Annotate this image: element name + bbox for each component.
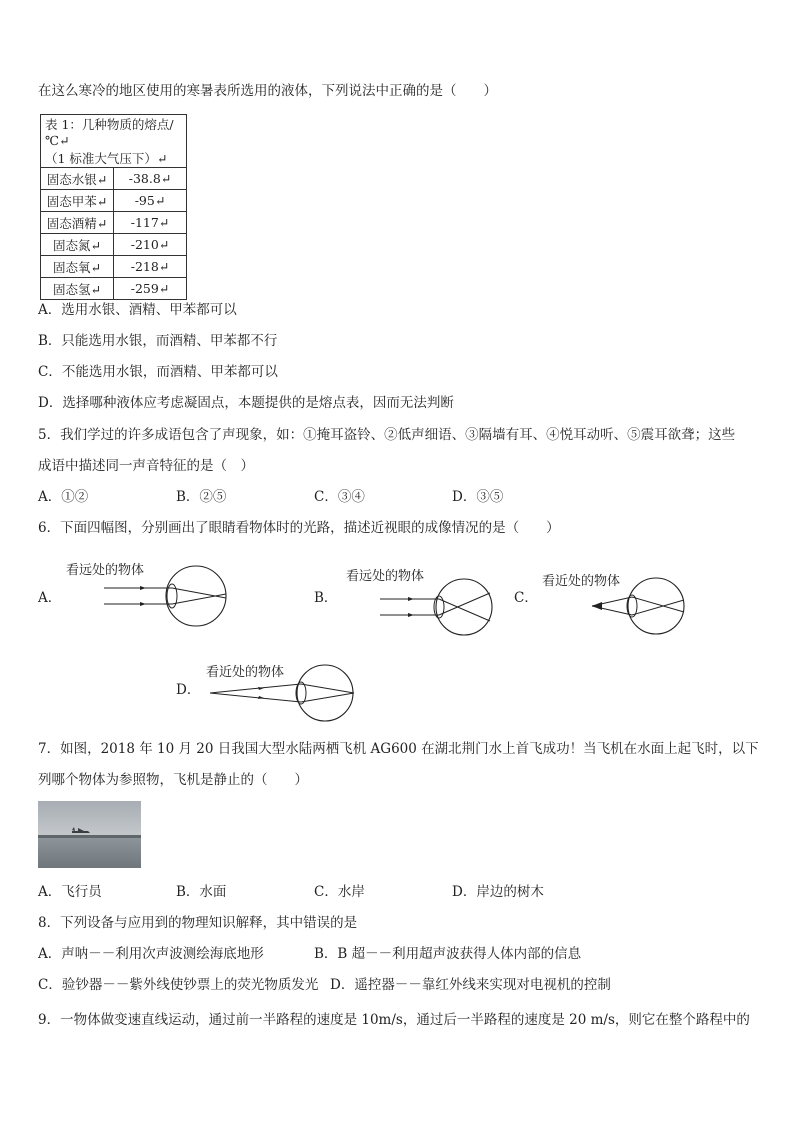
melting-point: -210↵ [114,234,187,256]
q4-option-b[interactable]: B．只能选用水银，而酒精、甲苯都不行 [38,333,278,349]
diagram-c-label: 看近处的物体 [542,574,621,589]
q7-option-a[interactable]: A．飞行员 [38,884,102,900]
q8-option-a[interactable]: A．声呐－－利用次声波测绘海底地形 [38,946,264,962]
melting-point-table [40,114,187,300]
melting-point: -218↵ [114,256,187,278]
question-4-stem: 在这么寒冷的地区使用的寒暑表所选用的液体，下列说法中正确的是（ ） [38,83,497,99]
substance-name: 固态氢↵ [41,278,114,300]
question-8-stem: 8．下列设备与应用到的物理知识解释，其中错误的是 [38,915,358,931]
substance-name: 固态酒精↵ [41,212,114,234]
diagram-d-label: 看近处的物体 [206,665,285,680]
q8-option-c[interactable]: C．验钞器－－紫外线使钞票上的荧光物质发光 [38,977,319,993]
table-row [41,168,187,190]
q7-option-d[interactable]: D．岸边的树木 [452,884,544,900]
q6-option-d[interactable]: D． [176,682,201,698]
substance-name: 固态甲苯↵ [41,190,114,212]
q6-option-c[interactable]: C． [514,590,538,606]
q5-option-b[interactable]: B．②⑤ [176,489,227,505]
q6-option-b[interactable]: B． [314,590,338,606]
eye-diagram-a [100,560,230,630]
q4-option-d[interactable]: D．选择哪种液体应考虑凝固点，本题提供的是熔点表，因而无法判断 [38,395,454,411]
table-caption-sub: （1 标准大气压下）↵ [41,148,187,168]
table-row [41,256,187,278]
substance-name: 固态氧↵ [41,256,114,278]
question-7-line1: 7．如图，2018 年 10 月 20 日我国大型水陆两栖飞机 AG600 在湖北荆门水上首飞成功！当飞机在水面上起飞时，以下 [38,741,759,757]
question-7-line2: 列哪个物体为参照物，飞机是静止的（ ） [38,772,308,788]
melting-point: -38.8↵ [114,168,187,190]
substance-name: 固态氮↵ [41,234,114,256]
q7-option-c[interactable]: C．水岸 [314,884,365,900]
question-5-line1: 5．我们学过的许多成语包含了声现象，如：①掩耳盗铃、②低声细语、③隔墙有耳、④悦耳动听、⑤震耳欲聋；这些 [38,427,736,443]
question-5-line2: 成语中描述同一声音特征的是（ ） [38,458,254,474]
diagram-a-label: 看远处的物体 [66,563,145,578]
q8-option-b[interactable]: B．B 超－－利用超声波获得人体内部的信息 [314,946,582,962]
seaplane-photo [38,801,141,868]
melting-point: -117↵ [114,212,187,234]
q5-option-a[interactable]: A．①② [38,489,89,505]
q7-option-b[interactable]: B．水面 [176,884,227,900]
table-row [41,212,187,234]
question-6-stem: 6．下面四幅图，分别画出了眼睛看物体时的光路，描述近视眼的成像情况的是（ ） [38,520,560,536]
eye-diagram-b [378,575,498,640]
q5-option-c[interactable]: C．③④ [314,489,365,505]
melting-point: -95↵ [114,190,187,212]
diagram-b-label: 看远处的物体 [346,569,425,584]
question-9-stem: 9．一物体做变速直线运动，通过前一半路程的速度是 10m/s，通过后一半路程的速度是 20 m/s，则它在整个路程中的 [38,1012,750,1028]
table-row [41,278,187,300]
q5-option-d[interactable]: D．③⑤ [452,489,504,505]
table-row [41,190,187,212]
table-caption: 表 1：几种物质的熔点/℃↵ [41,115,187,149]
q4-option-a[interactable]: A．选用水银、酒精、甲苯都可以 [38,302,237,318]
eye-diagram-d [208,662,358,724]
table-row [41,234,187,256]
q6-option-a[interactable]: A． [38,590,62,606]
q8-option-d[interactable]: D．遥控器－－靠红外线来实现对电视机的控制 [330,977,611,993]
q4-option-c[interactable]: C．不能选用水银，而酒精、甲苯都可以 [38,364,278,380]
melting-point: -259↵ [114,278,187,300]
substance-name: 固态水银↵ [41,168,114,190]
eye-diagram-c [588,576,693,638]
